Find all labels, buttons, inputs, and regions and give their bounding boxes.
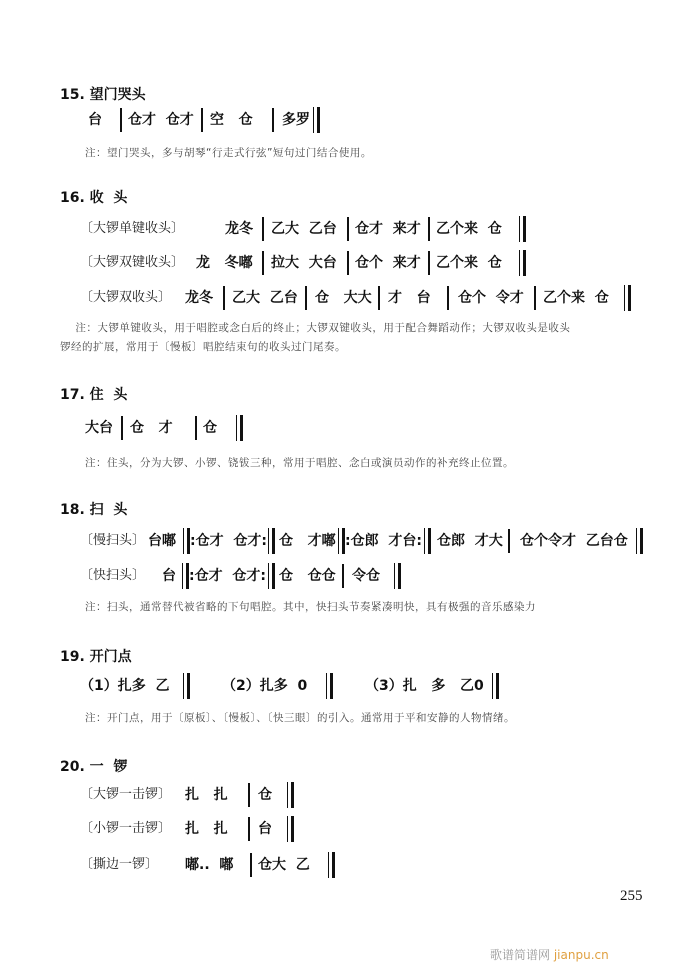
double-barline xyxy=(394,563,401,589)
watermark-en: jianpu.cn xyxy=(553,948,609,962)
measure: 扎 扎 xyxy=(185,821,228,837)
measure: （2）扎多 0 xyxy=(222,678,308,694)
note: 注：望门哭头，多与胡琴“行走式行弦”短句过门结合使用。 xyxy=(85,147,372,159)
repeat-end-barline xyxy=(268,528,275,554)
row-label: 〔慢扫头〕 xyxy=(80,533,146,548)
measure: （3）扎 多 乙0 xyxy=(365,678,484,694)
repeat-start-barline xyxy=(183,528,190,554)
measure: :仓才 仓才: xyxy=(189,568,266,584)
measure: 扎 扎 xyxy=(185,787,228,803)
double-barline xyxy=(519,250,526,276)
measure: 仓郎 才大 xyxy=(437,533,503,549)
barline xyxy=(347,217,349,241)
measure: 台 xyxy=(162,568,176,584)
measure: （1）扎多 乙 xyxy=(80,678,170,694)
row-label: 〔大锣单键收头〕 xyxy=(80,221,185,236)
page-number: 255 xyxy=(620,888,643,904)
repeat-start-barline xyxy=(182,563,189,589)
measure: 仓才 来才 xyxy=(355,221,421,237)
barline xyxy=(508,529,510,553)
repeat-end-barline xyxy=(424,528,431,554)
measure: 乙个来 仓 xyxy=(436,221,502,237)
double-barline xyxy=(519,216,526,242)
row-label: 〔大锣一击锣〕 xyxy=(80,787,172,802)
barline xyxy=(248,783,250,807)
measure: 仓 仓仓 xyxy=(279,568,336,584)
section-title-19: 19. 开门点 xyxy=(60,649,132,665)
measure: 仓 大大 xyxy=(315,290,372,306)
barline xyxy=(534,286,536,310)
repeat-start-barline xyxy=(338,528,345,554)
measure: 仓 xyxy=(203,420,217,436)
measure: 仓 才 xyxy=(130,420,173,436)
double-barline xyxy=(236,415,243,441)
barline xyxy=(447,286,449,310)
measure: 台 xyxy=(88,112,102,128)
double-barline xyxy=(287,782,294,808)
double-barline xyxy=(183,673,190,699)
barline xyxy=(428,217,430,241)
row-label: 〔撕边一锣〕 xyxy=(80,857,159,872)
barline xyxy=(250,853,252,877)
barline xyxy=(378,286,380,310)
measure: :仓郎 才台: xyxy=(345,533,422,549)
measure: 仓才 仓才 xyxy=(128,112,194,128)
measure: 龙冬 xyxy=(225,221,253,237)
barline xyxy=(272,108,274,132)
measure: 乙大 乙台 xyxy=(271,221,337,237)
repeat-end-barline xyxy=(268,563,275,589)
barline xyxy=(201,108,203,132)
measure: 仓个 来才 xyxy=(355,255,421,271)
measure: 才 台 xyxy=(388,290,431,306)
double-barline xyxy=(492,673,499,699)
measure: :仓才 仓才: xyxy=(190,533,267,549)
double-barline xyxy=(313,107,320,133)
measure: 嘟.. 嘟 xyxy=(185,857,234,873)
double-barline xyxy=(287,816,294,842)
section-title-20: 20. 一 锣 xyxy=(60,759,128,775)
measure: 仓 才嘟 xyxy=(279,533,336,549)
double-barline xyxy=(328,852,335,878)
section-title-15: 15. 望门哭头 xyxy=(60,87,146,103)
barline xyxy=(428,251,430,275)
watermark xyxy=(490,946,609,963)
note: 注：住头，分为大锣、小锣、铙钹三种，常用于唱腔、念白或演员动作的补充终止位置。 xyxy=(85,457,514,469)
barline xyxy=(342,564,344,588)
note-line: 锣经的扩展，常用于〔慢板〕唱腔结束句的收头过门尾奏。 xyxy=(60,341,346,353)
measure: 多罗 xyxy=(282,112,310,128)
barline xyxy=(223,286,225,310)
barline xyxy=(248,817,250,841)
measure: 台嘟 xyxy=(148,533,176,549)
measure: 拉大 大台 xyxy=(271,255,337,271)
watermark-cn: 歌谱简谱网 xyxy=(490,948,551,962)
barline xyxy=(120,108,122,132)
measure: 龙冬 xyxy=(185,290,213,306)
barline xyxy=(262,251,264,275)
measure: 仓个令才 乙台仓 xyxy=(520,533,628,549)
measure: 乙大 乙台 xyxy=(232,290,298,306)
row-label: 〔大锣双收头〕 xyxy=(80,290,172,305)
row-label: 〔大锣双键收头〕 xyxy=(80,255,185,270)
section-title-16: 16. 收 头 xyxy=(60,190,128,206)
measure: 仓 xyxy=(258,787,272,803)
measure: 仓大 乙 xyxy=(258,857,310,873)
double-barline xyxy=(636,528,643,554)
row-label: 〔小锣一击锣〕 xyxy=(80,821,172,836)
note: 注：扫头，通常替代被省略的下句唱腔。其中，快扫头节奏紧凑明快，具有极强的音乐感染力 xyxy=(85,601,536,613)
measure: 台 xyxy=(258,821,272,837)
section-title-17: 17. 住 头 xyxy=(60,387,128,403)
measure: 龙 冬嘟 xyxy=(196,255,253,271)
barline xyxy=(121,416,123,440)
measure: 空 仓 xyxy=(210,112,253,128)
measure: 令仓 xyxy=(352,568,380,584)
section-title-18: 18. 扫 头 xyxy=(60,502,128,518)
measure: 仓个 令才 xyxy=(458,290,524,306)
double-barline xyxy=(624,285,631,311)
measure: 大台 xyxy=(85,420,113,436)
barline xyxy=(347,251,349,275)
double-barline xyxy=(326,673,333,699)
measure: 乙个来 仓 xyxy=(436,255,502,271)
barline xyxy=(195,416,197,440)
note: 注：开门点，用于〔原板〕、〔慢板〕、〔快三眼〕的引入。通常用于平和安静的人物情绪。 xyxy=(85,712,515,724)
row-label: 〔快扫头〕 xyxy=(80,568,146,583)
barline xyxy=(262,217,264,241)
measure: 乙个来 仓 xyxy=(543,290,609,306)
note-line: 注：大锣单键收头，用于唱腔或念白后的终止；大锣双键收头，用于配合舞蹈动作；大锣双收头是收头 xyxy=(60,322,571,334)
barline xyxy=(305,286,307,310)
